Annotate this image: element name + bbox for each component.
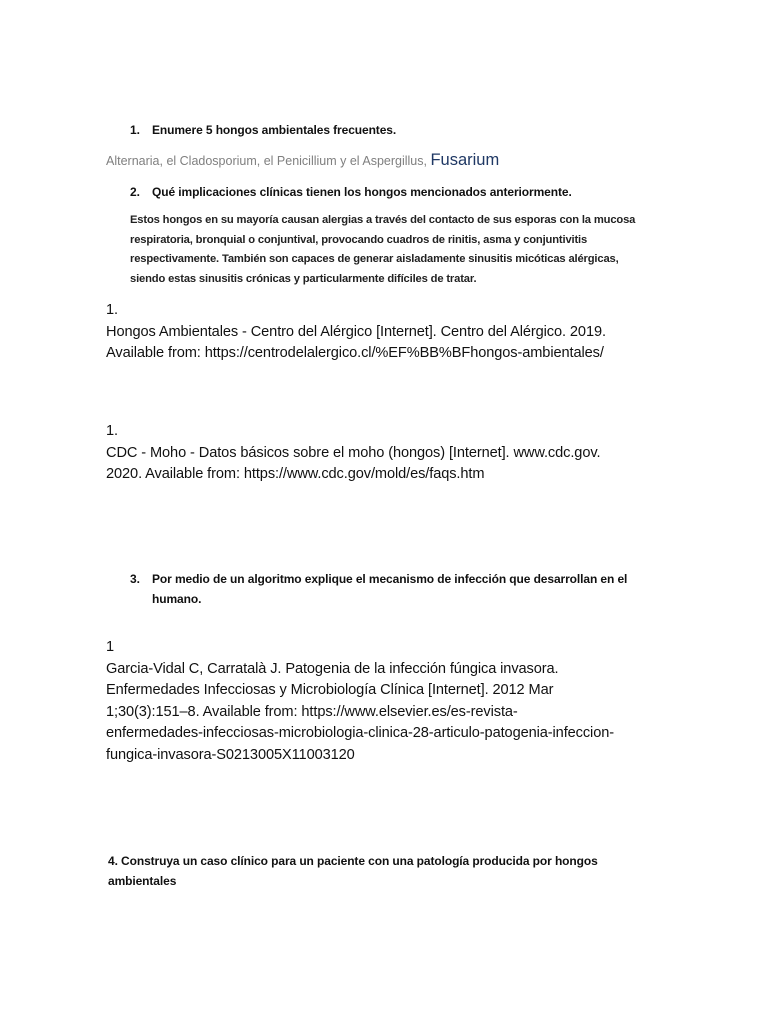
question-3-line: humano. (152, 592, 202, 606)
reference-3-line: 1;30(3):151–8. Available from: https://www.elsevier.es/es-revista- (106, 703, 518, 720)
answer-1 (106, 149, 499, 172)
reference-3-number: 1 (106, 639, 115, 655)
reference-1 (106, 300, 746, 365)
reference-2-line: 2020. Available from: https://www.cdc.gov/mold/es/faqs.htm (106, 466, 485, 482)
answer-2-line: Estos hongos en su mayoría causan alergias a través del contacto de sus esporas con la mucosa (130, 214, 636, 226)
reference-3-line: Garcia-Vidal C, Carratalà J. Patogenia de la infección fúngica invasora. (106, 660, 559, 677)
reference-2 (106, 421, 746, 486)
question-3 (130, 569, 730, 609)
question-2 (130, 182, 730, 202)
question-4-line: ambientales (108, 874, 177, 888)
reference-3-line: enfermedades-infecciosas-microbiologia-clinica-28-articulo-patogenia-infeccion- (106, 725, 614, 741)
answer-2-line: respiratoria, bronquial o conjuntival, provocando cuadros de rinitis, asma y conjuntivitis (130, 233, 588, 246)
answer-2-line: siendo estas sinusitis crónicas y particularmente difíciles de tratar. (130, 272, 477, 285)
question-1-text: Enumere 5 hongos ambientales frecuentes. (152, 123, 397, 137)
answer-2-line: respectivamente. También son capaces de generar aisladamente sinusitis micóticas alérgicas, (130, 253, 619, 265)
answer-1-text: Alternaria, el Cladosporium, el Penicillium y el Aspergillus, (106, 154, 427, 168)
answer-2-paragraph (130, 211, 730, 289)
question-2-text: Qué implicaciones clínicas tienen los hongos mencionados anteriormente. (152, 185, 572, 199)
reference-2-number: 1. (106, 423, 118, 439)
question-1 (130, 120, 730, 140)
question-2-number: 2. (130, 185, 140, 199)
reference-1-line: Hongos Ambientales - Centro del Alérgico [Internet]. Centro del Alérgico. 2019. (106, 323, 606, 340)
question-1-number: 1. (130, 123, 140, 137)
reference-1-number: 1. (106, 302, 118, 318)
question-4 (108, 851, 728, 891)
question-3-line: Por medio de un algoritmo explique el mecanismo de infección que desarrollan en el (152, 572, 628, 586)
reference-1-line: Available from: https://centrodelalergico.cl/%EF%BB%BFhongos-ambientales/ (106, 345, 604, 361)
question-4-line: 4. Construya un caso clínico para un paciente con una patología producida por hongos (108, 854, 598, 868)
question-3-number: 3. (130, 572, 140, 586)
reference-2-line: CDC - Moho - Datos básicos sobre el moho (hongos) [Internet]. www.cdc.gov. (106, 444, 601, 461)
reference-3-line: fungica-invasora-S0213005X11003120 (106, 746, 355, 763)
reference-3-line: Enfermedades Infecciosas y Microbiología Clínica [Internet]. 2012 Mar (106, 682, 554, 698)
answer-1-highlight: Fusarium (430, 151, 500, 169)
reference-3 (106, 637, 756, 766)
